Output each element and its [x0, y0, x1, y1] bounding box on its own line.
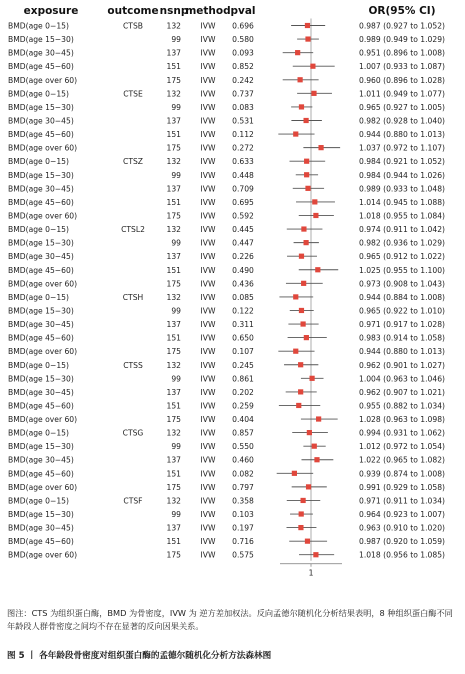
pval-value: 0.695: [232, 197, 254, 207]
nsnp-value: 132: [166, 360, 181, 370]
pval-value: 0.197: [232, 523, 254, 533]
pval-value: 0.404: [232, 415, 254, 425]
nsnp-value: 99: [171, 306, 181, 316]
or-ci-text: 1.028 (0.963 to 1.098): [358, 415, 446, 425]
or-ci-text: 0.982 (0.928 to 1.040): [358, 116, 446, 126]
nsnp-value: 175: [166, 550, 181, 560]
or-point: [295, 50, 300, 55]
or-point: [299, 104, 304, 109]
method-label: IVW: [200, 306, 216, 316]
or-point: [310, 64, 315, 69]
method-label: IVW: [200, 455, 216, 465]
exposure-label: BMD(age 15−30): [8, 442, 74, 452]
method-label: IVW: [200, 238, 216, 248]
exposure-label: BMD(age 15−30): [8, 306, 74, 316]
nsnp-value: 137: [166, 320, 181, 330]
header-pval: pval: [230, 5, 256, 17]
pval-value: 0.242: [232, 75, 254, 85]
method-label: IVW: [200, 292, 216, 302]
exposure-label: BMD(age 15−30): [8, 238, 74, 248]
outcome-label: CTSZ: [123, 157, 143, 167]
exposure-label: BMD(age 0−15): [8, 292, 69, 302]
pval-value: 0.575: [232, 550, 254, 560]
pval-value: 0.083: [232, 102, 254, 112]
outcome-label: CTSE: [123, 89, 143, 99]
exposure-label: BMD(age 30−45): [8, 387, 74, 397]
nsnp-value: 137: [166, 48, 181, 58]
or-ci-text: 0.994 (0.931 to 1.062): [358, 428, 446, 438]
or-ci-text: 1.037 (0.972 to 1.107): [358, 143, 446, 153]
method-label: IVW: [200, 442, 216, 452]
method-label: IVW: [200, 21, 216, 31]
nsnp-value: 151: [166, 265, 181, 275]
method-label: IVW: [200, 333, 216, 343]
pval-value: 0.550: [232, 442, 254, 452]
method-label: IVW: [200, 428, 216, 438]
exposure-label: BMD(age over 60): [8, 415, 78, 425]
method-label: IVW: [200, 523, 216, 533]
pval-value: 0.716: [232, 537, 254, 547]
pval-value: 0.592: [232, 211, 254, 221]
or-point: [316, 416, 321, 421]
or-ci-text: 0.991 (0.929 to 1.058): [358, 482, 446, 492]
pval-value: 0.448: [232, 170, 254, 180]
pval-value: 0.857: [232, 428, 254, 438]
method-label: IVW: [200, 197, 216, 207]
or-point: [313, 213, 318, 218]
exposure-label: BMD(age 0−15): [8, 360, 69, 370]
pval-value: 0.737: [232, 89, 254, 99]
or-ci-text: 1.004 (0.963 to 1.046): [358, 374, 446, 384]
or-point: [307, 430, 312, 435]
nsnp-value: 132: [166, 157, 181, 167]
nsnp-value: 151: [166, 401, 181, 411]
exposure-label: BMD(age 15−30): [8, 374, 74, 384]
or-ci-text: 0.984 (0.944 to 1.026): [358, 170, 446, 180]
or-point: [309, 376, 314, 381]
pval-value: 0.633: [232, 157, 254, 167]
nsnp-value: 132: [166, 21, 181, 31]
nsnp-value: 175: [166, 211, 181, 221]
exposure-label: BMD(age 0−15): [8, 89, 69, 99]
pval-value: 0.580: [232, 35, 254, 45]
pval-value: 0.272: [232, 143, 254, 153]
pval-value: 0.311: [232, 320, 254, 330]
or-point: [299, 308, 304, 313]
or-ci-text: 1.022 (0.965 to 1.082): [358, 455, 446, 465]
nsnp-value: 99: [171, 102, 181, 112]
nsnp-value: 151: [166, 130, 181, 140]
or-ci-text: 0.971 (0.917 to 1.028): [358, 320, 446, 330]
outcome-label: CTSF: [123, 496, 143, 506]
or-point: [312, 199, 317, 204]
exposure-label: BMD(age 30−45): [8, 252, 74, 262]
or-ci-text: 0.987 (0.920 to 1.059): [358, 537, 446, 547]
or-ci-text: 0.951 (0.896 to 1.008): [358, 48, 446, 58]
nsnp-value: 137: [166, 184, 181, 194]
pval-value: 0.259: [232, 401, 254, 411]
or-point: [301, 226, 306, 231]
method-label: IVW: [200, 116, 216, 126]
or-ci-text: 0.974 (0.911 to 1.042): [358, 225, 446, 235]
or-ci-text: 0.964 (0.923 to 1.007): [358, 510, 446, 520]
exposure-label: BMD(age 45−60): [8, 333, 74, 343]
or-point: [299, 511, 304, 516]
pval-value: 0.085: [232, 292, 254, 302]
pval-value: 0.490: [232, 265, 254, 275]
pval-value: 0.436: [232, 279, 254, 289]
or-point: [318, 145, 323, 150]
or-point: [299, 254, 304, 259]
method-label: IVW: [200, 48, 216, 58]
or-ci-text: 0.983 (0.914 to 1.058): [358, 333, 446, 343]
or-point: [304, 335, 309, 340]
or-ci-text: 0.971 (0.911 to 1.034): [358, 496, 446, 506]
nsnp-value: 175: [166, 75, 181, 85]
or-point: [304, 118, 309, 123]
exposure-label: BMD(age 0−15): [8, 496, 69, 506]
method-label: IVW: [200, 482, 216, 492]
exposure-label: BMD(age 15−30): [8, 102, 74, 112]
nsnp-value: 137: [166, 116, 181, 126]
or-point: [305, 539, 310, 544]
outcome-label: CTSB: [123, 21, 143, 31]
exposure-label: BMD(age 45−60): [8, 469, 74, 479]
exposure-label: BMD(age over 60): [8, 279, 78, 289]
pval-value: 0.112: [232, 130, 254, 140]
or-ci-text: 1.018 (0.956 to 1.085): [358, 550, 446, 560]
nsnp-value: 175: [166, 143, 181, 153]
header-or-ci: OR(95% CI): [368, 5, 436, 17]
method-label: IVW: [200, 62, 216, 72]
pval-value: 0.861: [232, 374, 254, 384]
outcome-label: CTSG: [122, 428, 144, 438]
method-label: IVW: [200, 252, 216, 262]
exposure-label: BMD(age 30−45): [8, 184, 74, 194]
or-point: [301, 321, 306, 326]
or-ci-text: 0.960 (0.896 to 1.028): [358, 75, 446, 85]
nsnp-value: 151: [166, 537, 181, 547]
method-label: IVW: [200, 184, 216, 194]
or-point: [305, 36, 310, 41]
or-ci-text: 0.987 (0.927 to 1.052): [358, 21, 446, 31]
exposure-label: BMD(age 45−60): [8, 62, 74, 72]
or-point: [312, 444, 317, 449]
method-label: IVW: [200, 265, 216, 275]
exposure-label: BMD(age 15−30): [8, 170, 74, 180]
outcome-label: CTSS: [123, 360, 143, 370]
pval-value: 0.447: [232, 238, 254, 248]
pval-value: 0.202: [232, 387, 254, 397]
or-ci-text: 0.944 (0.884 to 1.008): [358, 292, 446, 302]
nsnp-value: 132: [166, 292, 181, 302]
exposure-label: BMD(age over 60): [8, 211, 78, 221]
exposure-label: BMD(age over 60): [8, 143, 78, 153]
or-ci-text: 1.014 (0.945 to 1.088): [358, 197, 446, 207]
nsnp-value: 99: [171, 374, 181, 384]
or-point: [298, 362, 303, 367]
or-point: [305, 23, 310, 28]
nsnp-value: 132: [166, 225, 181, 235]
nsnp-value: 99: [171, 238, 181, 248]
nsnp-value: 99: [171, 510, 181, 520]
nsnp-value: 175: [166, 279, 181, 289]
or-ci-text: 0.962 (0.901 to 1.027): [358, 360, 446, 370]
nsnp-value: 151: [166, 469, 181, 479]
figure-title: 图 5 丨 各年龄段骨密度对组织蛋白酶的孟德尔随机化分析方法森林图: [7, 651, 272, 661]
or-ci-text: 0.965 (0.912 to 1.022): [358, 252, 446, 262]
pval-value: 0.852: [232, 62, 254, 72]
pval-value: 0.103: [232, 510, 254, 520]
exposure-label: BMD(age over 60): [8, 75, 78, 85]
exposure-label: BMD(age 30−45): [8, 455, 74, 465]
method-label: IVW: [200, 415, 216, 425]
header-exposure: exposure: [23, 5, 79, 17]
exposure-label: BMD(age over 60): [8, 347, 78, 357]
method-label: IVW: [200, 157, 216, 167]
pval-value: 0.226: [232, 252, 254, 262]
nsnp-value: 99: [171, 442, 181, 452]
exposure-label: BMD(age 30−45): [8, 48, 74, 58]
nsnp-value: 175: [166, 415, 181, 425]
pval-value: 0.245: [232, 360, 254, 370]
method-label: IVW: [200, 130, 216, 140]
exposure-label: BMD(age 30−45): [8, 116, 74, 126]
exposure-label: BMD(age 45−60): [8, 197, 74, 207]
or-ci-text: 0.989 (0.949 to 1.029): [358, 35, 446, 45]
nsnp-value: 99: [171, 35, 181, 45]
exposure-label: BMD(age over 60): [8, 550, 78, 560]
exposure-label: BMD(age 0−15): [8, 428, 69, 438]
nsnp-value: 151: [166, 62, 181, 72]
nsnp-value: 99: [171, 170, 181, 180]
nsnp-value: 137: [166, 523, 181, 533]
method-label: IVW: [200, 537, 216, 547]
exposure-label: BMD(age over 60): [8, 482, 78, 492]
pval-value: 0.696: [232, 21, 254, 31]
or-point: [304, 159, 309, 164]
outcome-label: CTSH: [122, 292, 144, 302]
method-label: IVW: [200, 550, 216, 560]
or-ci-text: 0.965 (0.922 to 1.010): [358, 306, 446, 316]
exposure-label: BMD(age 0−15): [8, 225, 69, 235]
or-ci-text: 0.939 (0.874 to 1.008): [358, 469, 446, 479]
header-method: method: [185, 5, 231, 17]
or-ci-text: 0.963 (0.910 to 1.020): [358, 523, 446, 533]
or-point: [298, 77, 303, 82]
or-ci-text: 0.955 (0.882 to 1.034): [358, 401, 446, 411]
or-ci-text: 0.973 (0.908 to 1.043): [358, 279, 446, 289]
or-ci-text: 1.025 (0.955 to 1.100): [358, 265, 446, 275]
pval-value: 0.093: [232, 48, 254, 58]
or-ci-text: 0.944 (0.880 to 1.013): [358, 347, 446, 357]
exposure-label: BMD(age 30−45): [8, 523, 74, 533]
method-label: IVW: [200, 510, 216, 520]
pval-value: 0.709: [232, 184, 254, 194]
pval-value: 0.531: [232, 116, 254, 126]
pval-value: 0.358: [232, 496, 254, 506]
method-label: IVW: [200, 374, 216, 384]
or-point: [301, 498, 306, 503]
method-label: IVW: [200, 143, 216, 153]
nsnp-value: 151: [166, 333, 181, 343]
nsnp-value: 132: [166, 89, 181, 99]
nsnp-value: 137: [166, 252, 181, 262]
method-label: IVW: [200, 387, 216, 397]
pval-value: 0.650: [232, 333, 254, 343]
nsnp-value: 151: [166, 197, 181, 207]
method-label: IVW: [200, 102, 216, 112]
method-label: IVW: [200, 347, 216, 357]
or-point: [298, 389, 303, 394]
nsnp-value: 175: [166, 482, 181, 492]
header-outcome: outcome: [107, 5, 159, 17]
or-point: [305, 186, 310, 191]
or-point: [315, 267, 320, 272]
method-label: IVW: [200, 320, 216, 330]
exposure-label: BMD(age 45−60): [8, 401, 74, 411]
nsnp-value: 132: [166, 496, 181, 506]
or-point: [304, 172, 309, 177]
or-point: [293, 349, 298, 354]
nsnp-value: 137: [166, 455, 181, 465]
method-label: IVW: [200, 279, 216, 289]
nsnp-value: 175: [166, 347, 181, 357]
or-ci-text: 0.984 (0.921 to 1.052): [358, 157, 446, 167]
or-point: [313, 552, 318, 557]
exposure-label: BMD(age 30−45): [8, 320, 74, 330]
figure-note: 图注：CTS 为组织蛋白酶，BMD 为骨密度，IVW 为 逆方差加权法。反向孟德尔随机化分析结果表明，8 种组织蛋白酶不同年龄段人群骨密度之间均不存在显著的反向因果关系。: [7, 608, 453, 631]
header-nsnp: nsnp: [159, 5, 189, 17]
or-ci-text: 1.011 (0.949 to 1.077): [358, 89, 446, 99]
nsnp-value: 137: [166, 387, 181, 397]
exposure-label: BMD(age 15−30): [8, 35, 74, 45]
exposure-label: BMD(age 15−30): [8, 510, 74, 520]
or-point: [311, 91, 316, 96]
pval-value: 0.460: [232, 455, 254, 465]
pval-value: 0.082: [232, 469, 254, 479]
pval-value: 0.797: [232, 482, 254, 492]
exposure-label: BMD(age 0−15): [8, 157, 69, 167]
x-axis-tick-label: 1: [308, 568, 314, 578]
method-label: IVW: [200, 225, 216, 235]
or-point: [301, 281, 306, 286]
or-point: [304, 240, 309, 245]
method-label: IVW: [200, 35, 216, 45]
or-ci-text: 0.944 (0.880 to 1.013): [358, 130, 446, 140]
pval-value: 0.107: [232, 347, 254, 357]
method-label: IVW: [200, 211, 216, 221]
pval-value: 0.445: [232, 225, 254, 235]
method-label: IVW: [200, 360, 216, 370]
or-ci-text: 0.965 (0.927 to 1.005): [358, 102, 446, 112]
or-ci-text: 0.962 (0.907 to 1.021): [358, 387, 446, 397]
exposure-label: BMD(age 0−15): [8, 21, 69, 31]
method-label: IVW: [200, 89, 216, 99]
outcome-label: CTSL2: [121, 225, 145, 235]
pval-value: 0.122: [232, 306, 254, 316]
or-ci-text: 0.989 (0.933 to 1.048): [358, 184, 446, 194]
or-point: [314, 457, 319, 462]
method-label: IVW: [200, 170, 216, 180]
or-ci-text: 0.982 (0.936 to 1.029): [358, 238, 446, 248]
or-point: [293, 131, 298, 136]
or-point: [306, 484, 311, 489]
or-point: [292, 471, 297, 476]
method-label: IVW: [200, 469, 216, 479]
exposure-label: BMD(age 45−60): [8, 130, 74, 140]
exposure-label: BMD(age 45−60): [8, 265, 74, 275]
or-ci-text: 1.012 (0.972 to 1.054): [358, 442, 446, 452]
method-label: IVW: [200, 401, 216, 411]
or-ci-text: 1.018 (0.955 to 1.084): [358, 211, 446, 221]
exposure-label: BMD(age 45−60): [8, 537, 74, 547]
nsnp-value: 132: [166, 428, 181, 438]
or-point: [293, 294, 298, 299]
method-label: IVW: [200, 496, 216, 506]
or-point: [298, 525, 303, 530]
or-point: [296, 403, 301, 408]
or-ci-text: 1.007 (0.933 to 1.087): [358, 62, 446, 72]
method-label: IVW: [200, 75, 216, 85]
